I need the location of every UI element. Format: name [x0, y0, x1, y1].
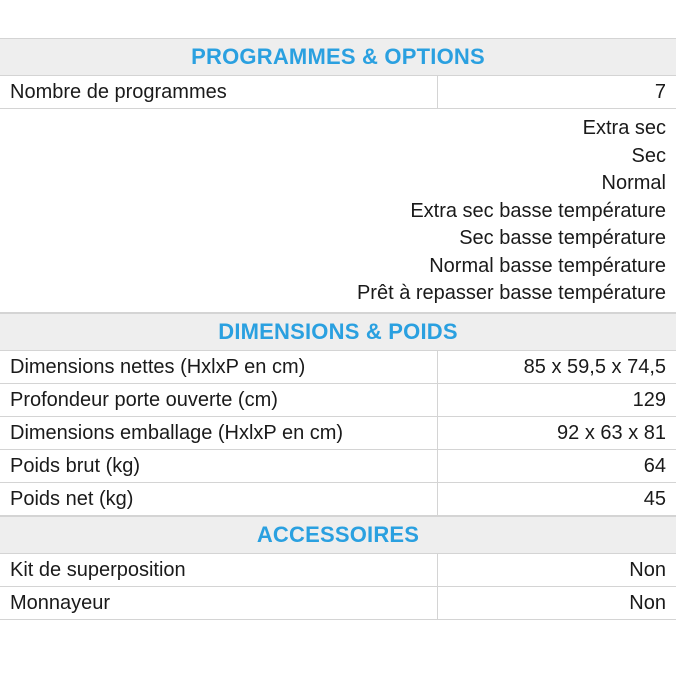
row-value: 129 — [632, 389, 666, 411]
row-label: Dimensions emballage (HxlxP en cm) — [0, 417, 438, 449]
row-label: Monnayeur — [0, 587, 438, 619]
programme-item: Sec — [631, 144, 666, 167]
programme-list — [0, 109, 676, 313]
table-row — [0, 587, 676, 620]
row-value: Non — [629, 559, 666, 581]
table-row — [0, 417, 676, 450]
row-value: Non — [629, 592, 666, 614]
programme-item: Extra sec — [582, 117, 666, 139]
row-value: 64 — [643, 455, 666, 477]
row-value: 85 x 59,5 x 74,5 — [523, 356, 666, 378]
spec-sheet — [0, 38, 676, 620]
row-label: Dimensions nettes (HxlxP en cm) — [0, 351, 438, 383]
row-value: 45 — [643, 488, 666, 510]
row-label: Nombre de programmes — [0, 76, 438, 108]
programme-item: Sec basse température — [459, 227, 666, 249]
row-label: Poids net (kg) — [0, 483, 438, 515]
section-header-accessoires: ACCESSOIRES — [0, 516, 676, 554]
programme-item: Normal — [601, 172, 666, 194]
programme-item: Prêt à repasser basse température — [356, 282, 666, 304]
table-row — [0, 483, 676, 516]
table-row — [0, 351, 676, 384]
row-label: Poids brut (kg) — [0, 450, 438, 482]
table-row — [0, 450, 676, 483]
row-label: Kit de superposition — [0, 554, 438, 586]
section-header-dimensions: DIMENSIONS & POIDS — [0, 313, 676, 351]
row-value: 92 x 63 x 81 — [557, 422, 666, 444]
row-value: 7 — [654, 81, 666, 103]
section-header-programmes: PROGRAMMES & OPTIONS — [0, 38, 676, 76]
row-label: Profondeur porte ouverte (cm) — [0, 384, 438, 416]
table-row — [0, 76, 676, 109]
programme-item: Normal basse température — [429, 254, 666, 277]
table-row — [0, 384, 676, 417]
programme-item: Extra sec basse température — [410, 199, 666, 222]
table-row — [0, 554, 676, 587]
